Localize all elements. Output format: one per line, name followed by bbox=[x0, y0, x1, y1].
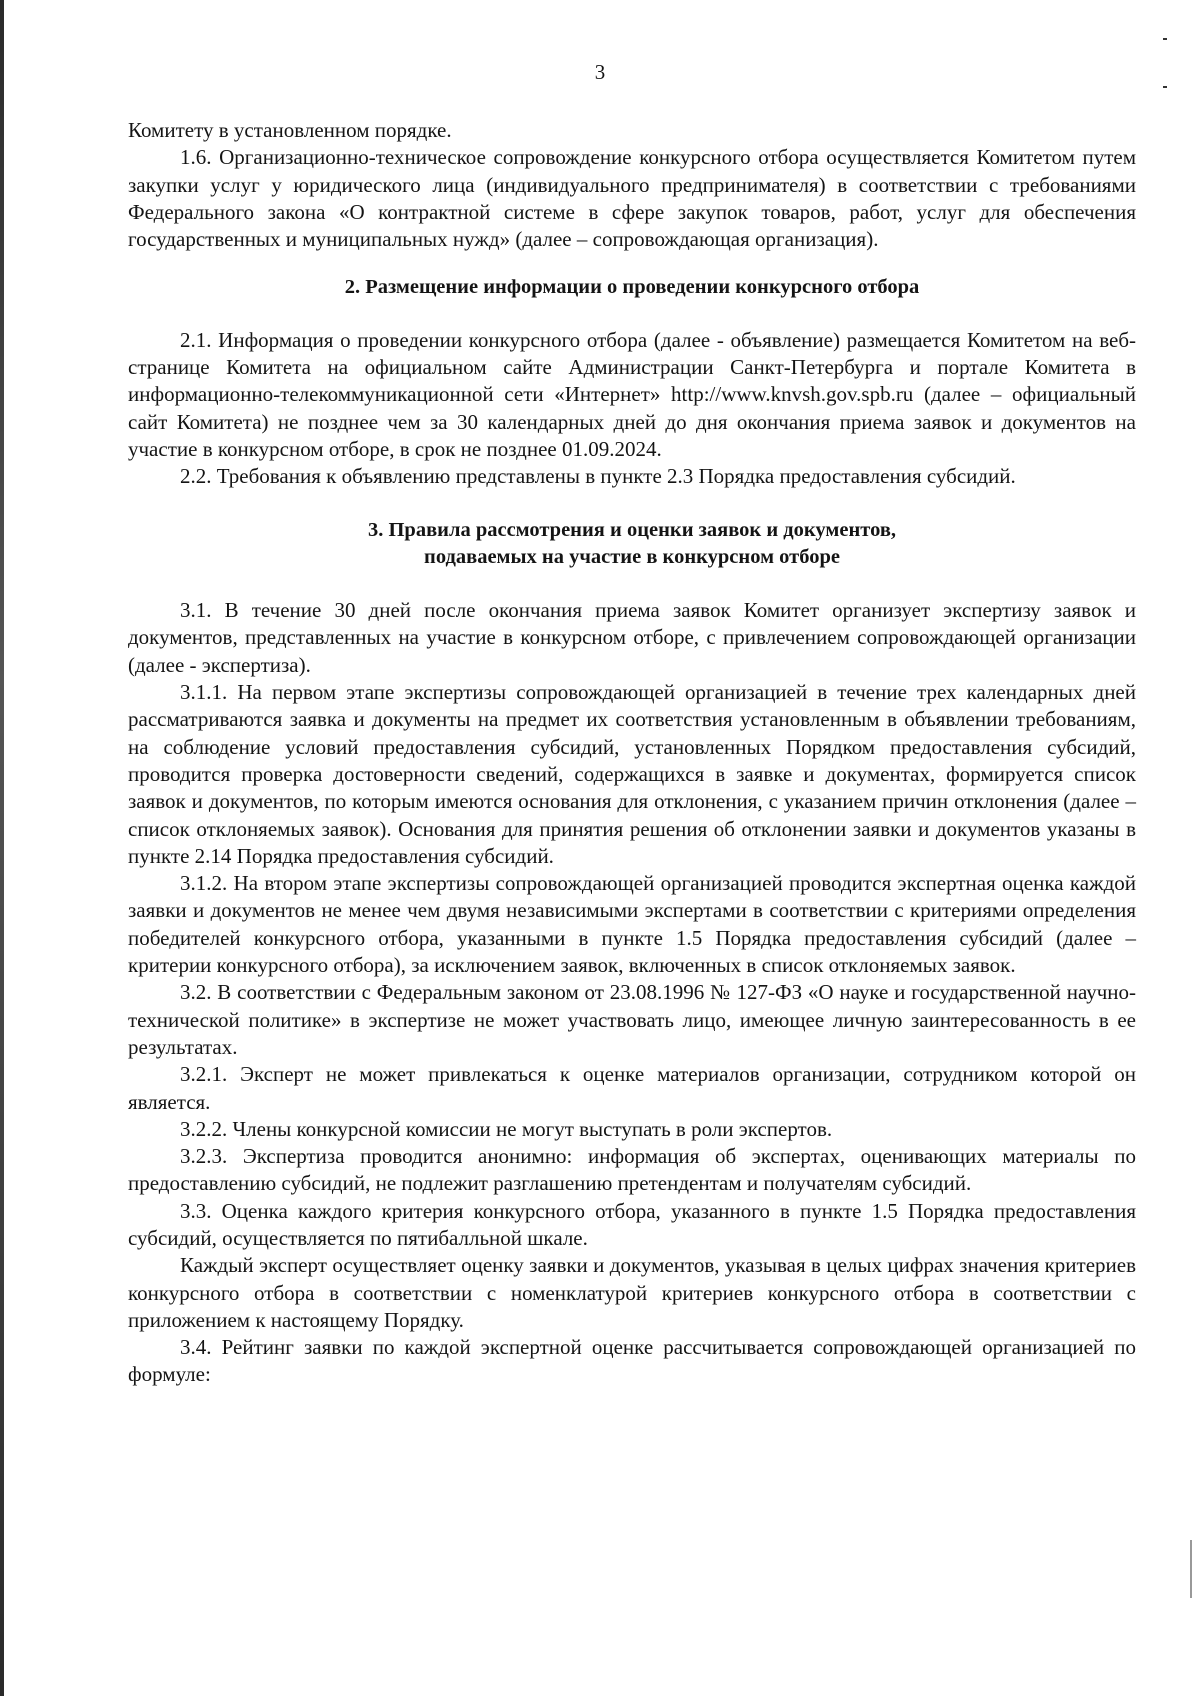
paragraph: 2.1. Информация о проведении конкурсного отбора (далее - объявление) размещается Комитетом на веб-странице Комитета на официальном сайте Администрации Санкт-Петербурга и портале Комитета в информационно-телекоммуникационной сети «Интернет» http://www.knvsh.gov.spb.ru (далее – официальный сайт Комитета) не позднее чем за 30 календарных дней до дня окончания приема заявок и документов на участие в конкурсном отборе, в срок не позднее 01.09.2024. bbox=[128, 327, 1136, 461]
section-heading: 2. Размещение информации о проведении конкурсного отбора bbox=[344, 276, 920, 299]
scan-mark bbox=[1163, 86, 1167, 88]
paragraph: Комитету в установленном порядке. bbox=[128, 118, 452, 142]
paragraph: 3.3. Оценка каждого критерия конкурсного отбора, указанного в пункте 1.5 Порядка предоставления субсидий, осуществляется по пятибалльной шкале. bbox=[128, 1198, 1136, 1250]
paragraph: 3.2. В соответствии с Федеральным законом от 23.08.1996 № 127-ФЗ «О науке и государственной научно-технической политике» в экспертизе не может участвовать лицо, имеющее личную заинтересованность в ее результатах. bbox=[128, 980, 1136, 1059]
paragraph: 3.1. В течение 30 дней после окончания приема заявок Комитет организует экспертизу заявок и документов, представленных на участие в конкурсном отборе, с привлечением сопровождающей организации (далее - экспертиза). bbox=[128, 598, 1136, 677]
paragraph: 2.2. Требования к объявлению представлены в пункте 2.3 Порядка предоставления субсидий. bbox=[180, 464, 1016, 489]
scan-mark bbox=[1190, 1540, 1192, 1598]
paragraph: 3.2.2. Члены конкурсной комиссии не могут выступать в роли экспертов. bbox=[180, 1116, 833, 1141]
page-number: 3 bbox=[594, 60, 606, 84]
section-heading-continued: подаваемых на участие в конкурсном отборе bbox=[424, 545, 840, 568]
paragraph: 1.6. Организационно-техническое сопровождение конкурсного отбора осуществляется Комитетом путем закупки услуг у юридического лица (индивидуального предпринимателя) в соответствии с требованиями Федерального закона «О контрактной системе в сфере закупок товаров, работ, услуг для обеспечения государственных и муниципальных нужд» (далее – сопровождающая организация). bbox=[128, 145, 1136, 252]
paragraph: 3.2.1. Эксперт не может привлекаться к оценке материалов организации, сотрудником которой он является. bbox=[128, 1062, 1136, 1114]
paragraph: 3.1.2. На втором этапе экспертизы сопровождающей организацией проводится экспертная оценка каждой заявки и документов не менее чем двумя независимыми экспертами в соответствии с критериями определения победителей конкурсного отбора, указанными в пункте 1.5 Порядка предоставления субсидий (далее – критерии конкурсного отбора), за исключением заявок, включенных в список отклоняемых заявок. bbox=[128, 871, 1136, 978]
paragraph: 3.1.1. На первом этапе экспертизы сопровождающей организацией в течение трех календарных дней рассматриваются заявка и документы на предмет их соответствия установленным в объявлении требованиям, на соблюдение условий предоставления субсидий, установленных Порядком предоставления субсидий, проводится проверка достоверности сведений, содержащихся в заявке и документах, формируется список заявок и документов, по которым имеются основания для отклонения, с указанием причин отклонения (далее – список отклоняемых заявок). Основания для принятия решения об отклонении заявки и документов указаны в пункте 2.14 Порядка предоставления субсидий. bbox=[128, 680, 1136, 868]
section-heading: 3. Правила рассмотрения и оценки заявок и документов, bbox=[367, 518, 897, 541]
paragraph: Каждый эксперт осуществляет оценку заявки и документов, указывая в целых цифрах значения критериев конкурсного отбора в соответствии с номенклатурой критериев конкурсного отбора в соответствии с приложением к настоящему Порядку. bbox=[128, 1253, 1136, 1332]
paragraph: 3.4. Рейтинг заявки по каждой экспертной оценке рассчитывается сопровождающей организацией по формуле: bbox=[128, 1335, 1136, 1387]
scan-mark bbox=[1163, 38, 1167, 40]
paragraph: 3.2.3. Экспертиза проводится анонимно: информация об экспертах, оценивающих материалы по предоставлению субсидий, не подлежит разглашению претендентам и получателям субсидий. bbox=[128, 1144, 1136, 1196]
document-body bbox=[128, 117, 1136, 1389]
scan-edge bbox=[0, 0, 4, 1696]
